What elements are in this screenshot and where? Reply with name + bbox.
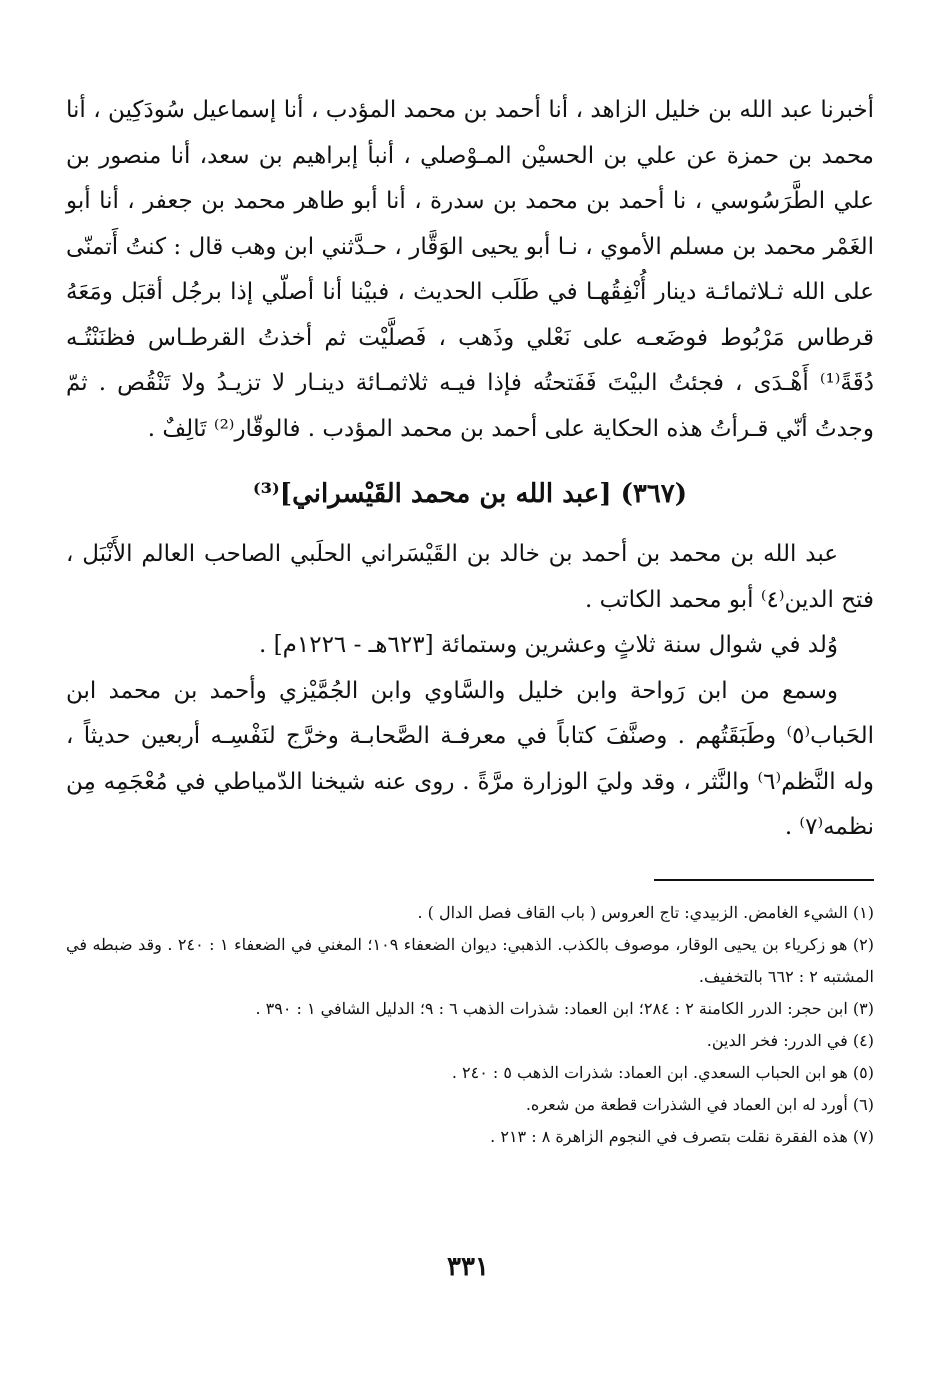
page-number: ٣٣١ [447, 1252, 489, 1282]
footnotes-list [66, 897, 874, 1153]
section-heading: (٣٦٧) [عبد الله بن محمد القَيْسراني]⁽³⁾ [252, 479, 688, 509]
footnote-item: (٧) هذه الفقرة نقلت بتصرف في النجوم الزاهرة ٨ : ٢١٣ . [490, 1126, 874, 1146]
footnote-item: (٢) هو زكرياء بن يحيى الوقار، موصوف بالكذب. الذهبي: ديوان الضعفاء ١٠٩؛ المغني في الضعفاء ١ : ٢٤٠ . وقد ضبطه في المشتبه ٢ : ٦٦٢ بالتخفيف. [66, 934, 875, 986]
footnote-separator [654, 879, 874, 881]
bio-paragraph-birth: وُلد في شوال سنة ثلاثٍ وعشرين وستمائة [٦٢٣هـ - ١٢٢٦م] . [259, 632, 838, 658]
bio-paragraph-studies: وسمع من ابن رَواحة وابن خليل والسَّاوي وابن الجُمَّيْزي وأحمد بن محمد ابن الحَباب⁽٥⁾ وطَبَقَتُهم . وصنَّفَ كتاباً في معرفـة الصَّحابـة وخرَّج لنَفْسِـه أربعين حديثاً ، وله النَّظم⁽٦⁾ والنَّثر ، وقد وليَ الوزارة مرَّةً . روى عنه شيخنا الدّمياطي في مُعْجَمِه مِن نظمه⁽٧⁾ . [66, 677, 874, 840]
footnote-item: (١) الشيء الغامض. الزبيدي: تاج العروس ( باب القاف فصل الدال ) . [417, 902, 874, 922]
document-page [66, 88, 874, 1318]
footnote-item: (٣) ابن حجر: الدرر الكامنة ٢ : ٢٨٤؛ ابن العماد: شذرات الذهب ٦ : ٩؛ الدليل الشافي ١ : ٣٩٠ . [255, 998, 874, 1018]
narration-paragraph: أخبرنا عبد الله بن خليل الزاهد ، أنا أحمد بن محمد المؤدب ، أنا إسماعيل سُودَكِين ، أنا محمد بن حمزة عن علي بن الحسيْن المـوْصلي ، أنبأ إبراهيم بن سعد، أنا منصور بن علي الطَّرَسُوسي ، نا أحمد بن محمد بن سدرة ، أنا أبو طاهر محمد بن جعفر ، أنا أبو الغَمْر محمد بن مسلم الأموي ، نـا أبو يحيى الوَقَّار ، حـدَّثني ابن وهب قال : كنتُ أَتمنّى على الله ثـلاثمائـة دينار أُنْفِقُهـا في طَلَب الحديث ، فبيْنا أنا أصلّي إذا برجُل أقبَل ومَعَهُ قرطاس مَرْبُوط فوضَعـه على نَعْلي وذَهب ، فَصلَّيْت ثم أخذتُ القرطـاس فظنَنْتُـه دُقَةً⁽¹⁾ أَهْـدَى ، فجئتُ البيْتَ فَفَتحتُه فإذا فيـه ثلاثمـائة دينـار لا تزيـدُ ولا تَنْقُص . ثمّ وجدتُ أنّي قـرأتُ هذه الحكاية على أحمد بن محمد المؤدب . فالوقّار⁽²⁾ تَالِفٌ . [66, 97, 874, 442]
footnote-item: (٥) هو ابن الحباب السعدي. ابن العماد: شذرات الذهب ٥ : ٢٤٠ . [451, 1062, 874, 1082]
bio-paragraph-name: عبد الله بن محمد بن أحمد بن خالد بن القَيْسَراني الحلَبي الصاحب العالم الأَنْبَل ، فتح الدين⁽٤⁾ أبو محمد الكاتب . [66, 541, 874, 613]
footnote-item: (٤) في الدرر: فخر الدين. [706, 1030, 874, 1050]
footnote-item: (٦) أورد له ابن العماد في الشذرات قطعة من شعره. [525, 1094, 874, 1114]
